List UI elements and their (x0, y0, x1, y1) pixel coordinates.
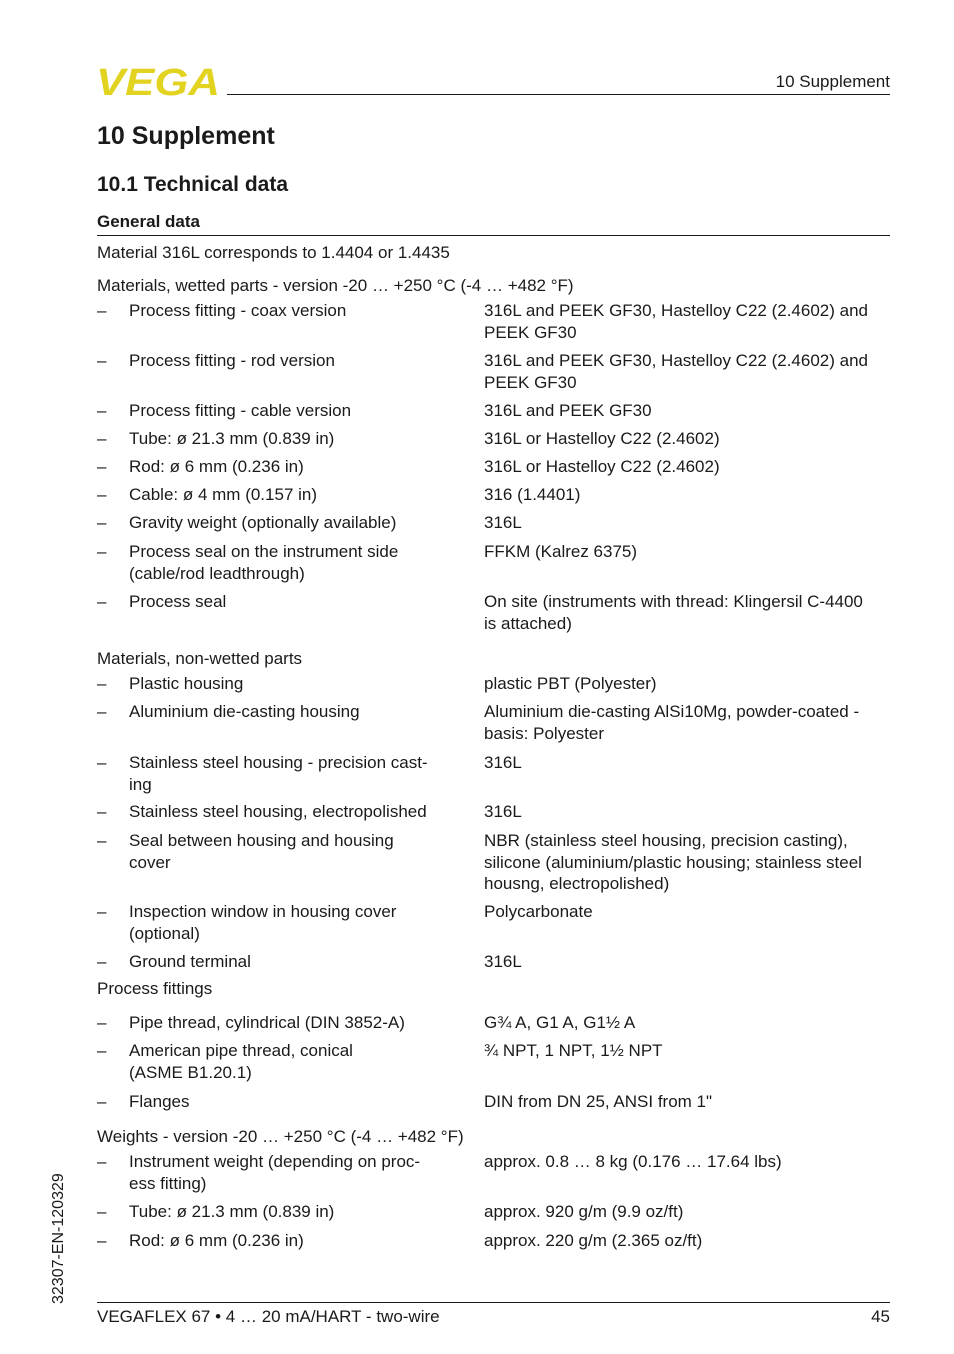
row-value: ¾ NPT, 1 NPT, 1½ NPT (484, 1041, 663, 1060)
row-value: 316L and PEEK GF30, Hastelloy C22 (2.4602) and (484, 351, 868, 370)
row-label: Cable: ø 4 mm (0.157 in) (129, 485, 318, 504)
row-label: (optional) (129, 923, 200, 943)
row-value: 316 (1.4401) (484, 485, 581, 504)
row-value: G¾ A, G1 A, G1½ A (484, 1013, 636, 1032)
list-dash: – (97, 592, 107, 611)
row-label: American pipe thread, conical (129, 1041, 353, 1060)
row-value: 316L (484, 513, 522, 532)
row-value: approx. 0.8 … 8 kg (0.176 … 17.64 lbs) (484, 1152, 782, 1171)
list-dash: – (97, 1152, 107, 1171)
list-dash: – (97, 429, 107, 448)
row-value: 316L or Hastelloy C22 (2.4602) (484, 429, 720, 448)
section-title: 10.1 Technical data (97, 173, 289, 196)
row-label: Flanges (129, 1092, 190, 1111)
row-label: Stainless steel housing - precision cast- (129, 753, 428, 772)
list-dash: – (97, 753, 107, 772)
row-value: plastic PBT (Polyester) (484, 674, 657, 693)
row-label: Process fitting - coax version (129, 301, 347, 320)
list-dash: – (97, 674, 107, 693)
group-title: Materials, wetted parts - version -20 … +250 °C (-4 … +482 °F) (97, 276, 574, 295)
chapter-title: 10 Supplement (97, 122, 275, 150)
row-label: (ASME B1.20.1) (129, 1062, 252, 1082)
row-label: ess fitting) (129, 1173, 207, 1193)
group-title: Process fittings (97, 979, 213, 998)
subsection-rule (97, 235, 890, 236)
list-dash: – (97, 1092, 107, 1111)
footer-product: VEGAFLEX 67 • 4 … 20 mA/HART - two-wire (97, 1307, 440, 1326)
row-label: Seal between housing and housing (129, 831, 394, 850)
row-label: Process seal on the instrument side (129, 542, 399, 561)
row-label: Gravity weight (optionally available) (129, 513, 397, 532)
list-dash: – (97, 401, 107, 420)
row-value: NBR (stainless steel housing, precision casting), (484, 831, 848, 850)
list-dash: – (97, 802, 107, 821)
list-dash: – (97, 513, 107, 532)
list-dash: – (97, 301, 107, 320)
row-label: Pipe thread, cylindrical (DIN 3852-A) (129, 1013, 405, 1032)
row-label: Ground terminal (129, 952, 251, 971)
list-dash: – (97, 902, 107, 921)
subsection-title: General data (97, 212, 200, 231)
row-value: 316L and PEEK GF30 (484, 401, 652, 420)
row-label: Aluminium die-casting housing (129, 702, 360, 721)
list-dash: – (97, 1013, 107, 1032)
row-value: approx. 920 g/m (9.9 oz/ft) (484, 1202, 684, 1221)
row-label: Rod: ø 6 mm (0.236 in) (129, 1231, 304, 1250)
list-dash: – (97, 702, 107, 721)
row-value: 316L (484, 952, 522, 971)
row-label: Tube: ø 21.3 mm (0.839 in) (129, 429, 335, 448)
row-label: Process fitting - cable version (129, 401, 352, 420)
row-value: On site (instruments with thread: Klingersil C-4400 (484, 592, 863, 611)
list-dash: – (97, 831, 107, 850)
row-label: Rod: ø 6 mm (0.236 in) (129, 457, 304, 476)
row-value: approx. 220 g/m (2.365 oz/ft) (484, 1231, 703, 1250)
row-value: PEEK GF30 (484, 372, 577, 392)
row-value: is attached) (484, 613, 572, 633)
list-dash: – (97, 542, 107, 561)
list-dash: – (97, 351, 107, 370)
list-dash: – (97, 1202, 107, 1221)
row-value: Polycarbonate (484, 902, 593, 921)
row-value: DIN from DN 25, ANSI from 1" (484, 1092, 713, 1111)
vega-logo (96, 64, 220, 98)
group-title: Materials, non-wetted parts (97, 649, 303, 668)
document-number: 32307-EN-120329 (50, 1173, 67, 1304)
list-dash: – (97, 952, 107, 971)
row-value: 316L and PEEK GF30, Hastelloy C22 (2.4602) and (484, 301, 868, 320)
row-label: cover (129, 852, 171, 872)
row-value: silicone (aluminium/plastic housing; stainless steel (484, 852, 862, 872)
row-label: Process seal (129, 592, 227, 611)
row-label: Inspection window in housing cover (129, 902, 397, 921)
row-value: 316L (484, 802, 522, 821)
page-number: 45 (871, 1307, 890, 1326)
row-label: Plastic housing (129, 674, 244, 693)
row-value: 316L (484, 753, 522, 772)
header-section-label: 10 Supplement (775, 72, 890, 91)
footer-rule (97, 1302, 890, 1303)
header-rule (227, 94, 890, 95)
list-dash: – (97, 1041, 107, 1060)
intro-text: Material 316L corresponds to 1.4404 or 1.4435 (97, 243, 450, 262)
row-value: basis: Polyester (484, 723, 604, 743)
row-value: Aluminium die-casting AlSi10Mg, powder-coated - (484, 702, 860, 721)
row-value: PEEK GF30 (484, 322, 577, 342)
row-value: FFKM (Kalrez 6375) (484, 542, 638, 561)
row-label: Tube: ø 21.3 mm (0.839 in) (129, 1202, 335, 1221)
row-label: Process fitting - rod version (129, 351, 335, 370)
row-value: housng, electropolished) (484, 874, 670, 893)
list-dash: – (97, 1231, 107, 1250)
group-title: Weights - version -20 … +250 °C (-4 … +482 °F) (97, 1127, 464, 1146)
logo-wordmark: VEGA (96, 64, 220, 98)
row-label: Stainless steel housing, electropolished (129, 802, 427, 821)
row-label: Instrument weight (depending on proc- (129, 1152, 421, 1171)
row-label: (cable/rod leadthrough) (129, 563, 305, 583)
row-value: 316L or Hastelloy C22 (2.4602) (484, 457, 720, 476)
list-dash: – (97, 457, 107, 476)
row-label: ing (129, 774, 152, 794)
list-dash: – (97, 485, 107, 504)
